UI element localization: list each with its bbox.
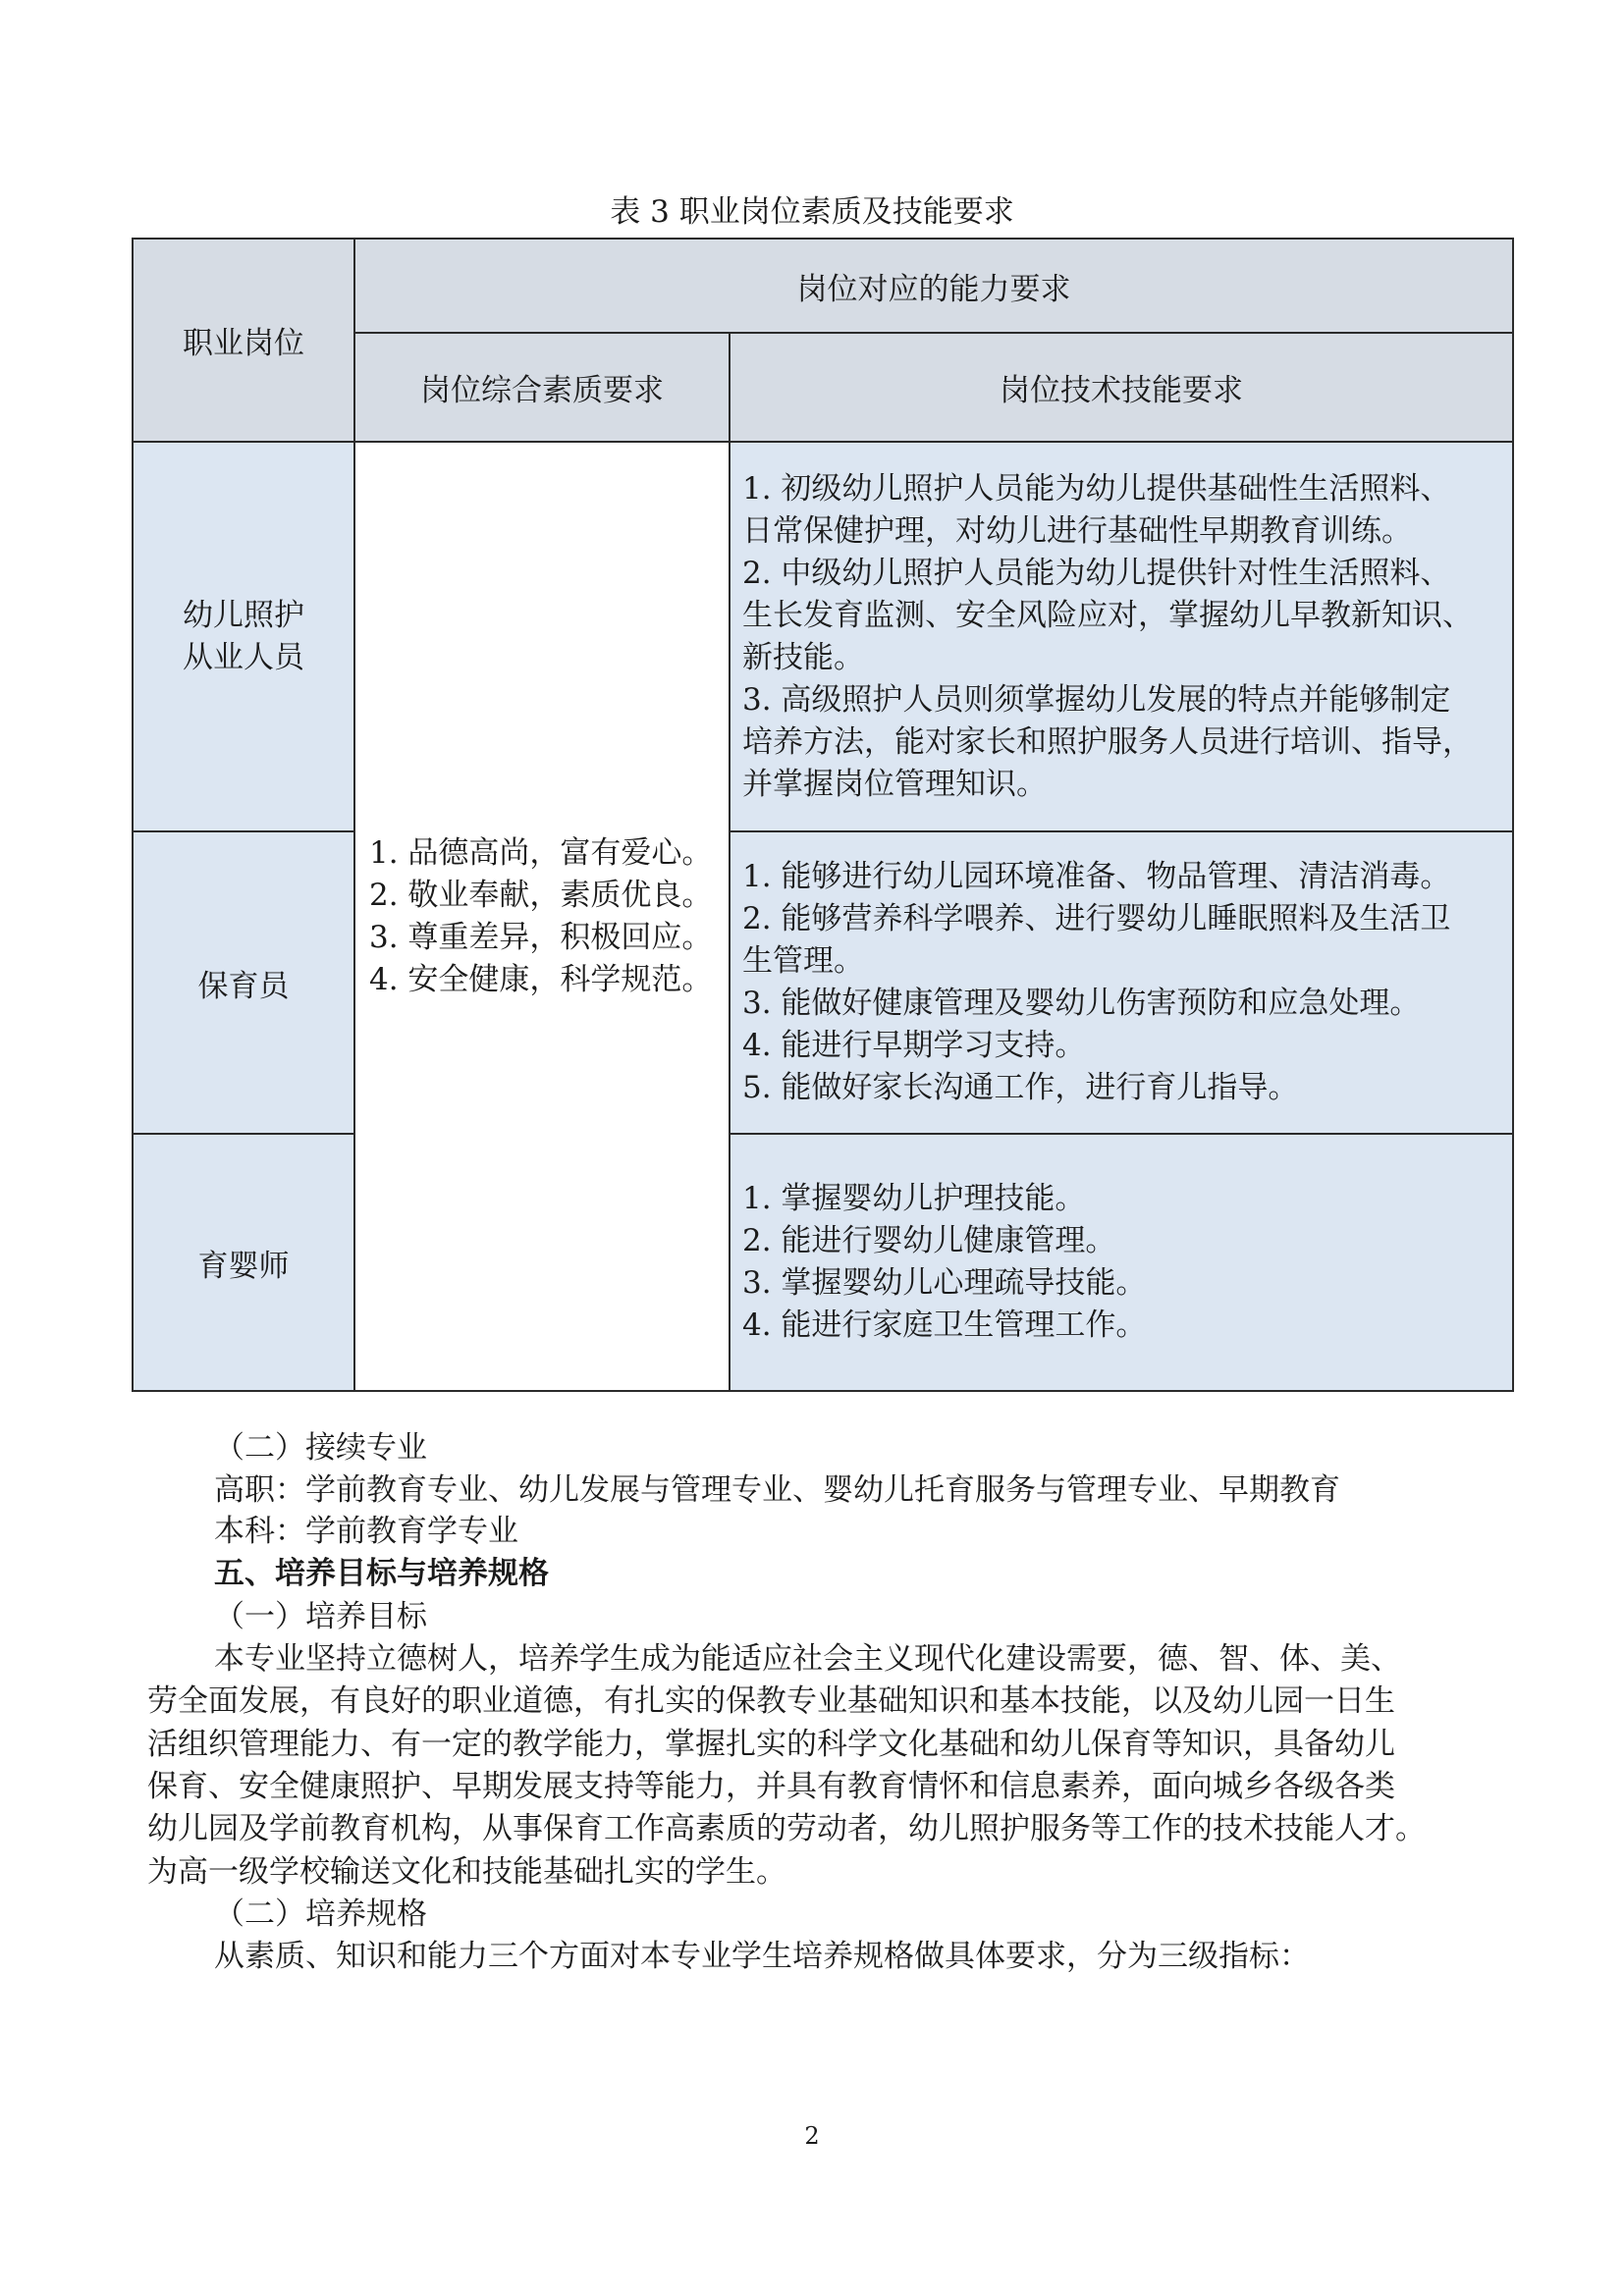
skill-line: 2. 能进行婴幼儿健康管理。 [742,1223,1116,1258]
header-position: 职业岗位 [133,239,354,442]
skill-line: 生管理。 [742,943,864,979]
position-line: 幼儿照护 [183,597,304,633]
skill-line: 2. 中级幼儿照护人员能为幼儿提供针对性生活照料、 [742,555,1451,591]
skill-line: 培养方法，能对家长和照护服务人员进行培训、指导， [742,723,1473,760]
paragraph-line: 为高一级学校输送文化和技能基础扎实的学生。 [147,1854,786,1890]
skill-line: 3. 掌握婴幼儿心理疏导技能。 [742,1265,1147,1301]
paragraph-line: 高职：学前教育专业、幼儿发展与管理专业、婴幼儿托育服务与管理专业、早期教育 [214,1472,1340,1508]
skill-line: 生长发育监测、安全风险应对，掌握幼儿早教新知识、 [742,597,1473,633]
section-heading: （二）培养规格 [214,1896,427,1932]
skills-table [132,238,1514,1392]
skills-cell [730,442,1513,831]
skill-line: 3. 高级照护人员则须掌握幼儿发展的特点并能够制定 [742,681,1451,718]
position-line: 从业人员 [183,639,304,675]
quality-line: 2. 敬业奉献，素质优良。 [369,877,713,913]
skill-line: 4. 能进行早期学习支持。 [742,1028,1086,1063]
skill-line: 1. 能够进行幼儿园环境准备、物品管理、清洁消毒。 [742,859,1451,894]
skill-line: 新技能。 [742,639,864,675]
quality-cell [354,442,730,1391]
skill-line: 1. 初级幼儿照护人员能为幼儿提供基础性生活照料、 [742,470,1451,507]
skill-line: 1. 掌握婴幼儿护理技能。 [742,1181,1086,1216]
chapter-heading: 五、培养目标与培养规格 [214,1556,549,1591]
skill-line: 日常保健护理，对幼儿进行基础性早期教育训练。 [742,512,1412,549]
paragraph-line: 本科：学前教育学专业 [214,1514,518,1549]
paragraph-line: 活组织管理能力、有一定的教学能力，掌握扎实的科学文化基础和幼儿保育等知识，具备幼儿 [147,1727,1395,1762]
section-heading: （二）接续专业 [214,1430,427,1466]
paragraph-line: 幼儿园及学前教育机构，从事保育工作高素质的劳动者，幼儿照护服务等工作的技术技能人才。 [147,1811,1426,1846]
skill-line: 2. 能够营养科学喂养、进行婴幼儿睡眠照料及生活卫 [742,901,1451,936]
paragraph-line: 本专业坚持立德树人，培养学生成为能适应社会主义现代化建设需要，德、智、体、美、 [214,1641,1401,1677]
skills-cell [730,1134,1513,1391]
position-line: 保育员 [197,968,290,1004]
quality-line: 1. 品德高尚，富有爱心。 [369,834,713,871]
header-quality: 岗位综合素质要求 [354,333,730,442]
paragraph-line: 从素质、知识和能力三个方面对本专业学生培养规格做具体要求，分为三级指标： [214,1939,1310,1974]
section-heading: （一）培养目标 [214,1599,427,1634]
paragraph-line: 保育、安全健康照护、早期发展支持等能力，并具有教育情怀和信息素养，面向城乡各级各类 [147,1769,1395,1804]
position-cell [133,442,354,831]
table-caption: 表 3 职业岗位素质及技能要求 [610,194,1014,230]
position-cell [133,1134,354,1391]
position-line: 育婴师 [197,1248,290,1284]
position-cell [133,831,354,1134]
quality-line: 4. 安全健康，科学规范。 [369,961,713,997]
header-ability-group: 岗位对应的能力要求 [354,239,1513,333]
skill-line: 5. 能做好家长沟通工作，进行育儿指导。 [742,1070,1299,1105]
quality-line: 3. 尊重差异，积极回应。 [369,919,713,955]
paragraph-line: 劳全面发展，有良好的职业道德，有扎实的保教专业基础知识和基本技能，以及幼儿园一日生 [147,1683,1395,1719]
header-skills: 岗位技术技能要求 [730,333,1513,442]
page-number: 2 [804,2122,820,2150]
skills-cell [730,831,1513,1134]
skill-line: 3. 能做好健康管理及婴幼儿伤害预防和应急处理。 [742,986,1421,1021]
skill-line: 并掌握岗位管理知识。 [742,766,1047,802]
skill-line: 4. 能进行家庭卫生管理工作。 [742,1308,1147,1343]
